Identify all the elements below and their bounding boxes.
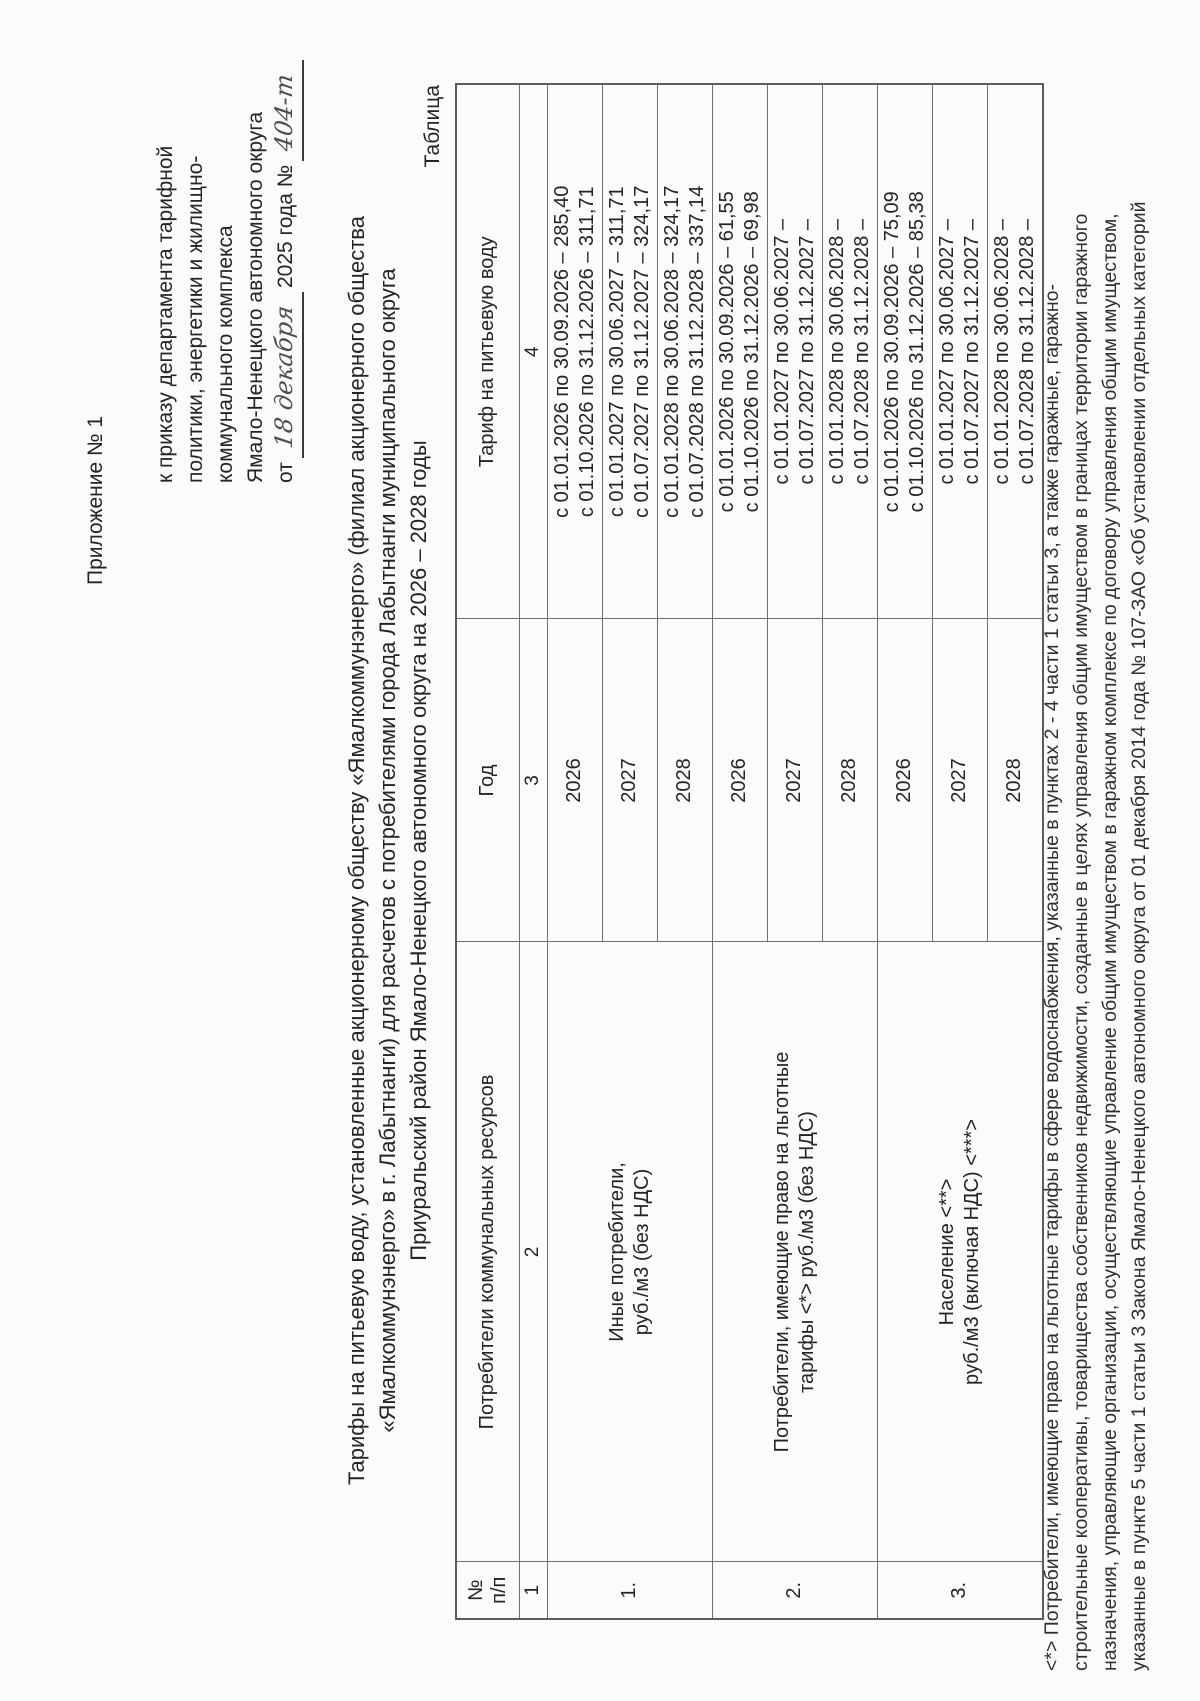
- handwritten-order-number: 404-т: [270, 72, 298, 153]
- consumer-line: руб./м3 (включая НДС) <***>: [960, 1119, 983, 1385]
- consumer-cell: [712, 942, 877, 1562]
- table-row: [877, 84, 932, 1619]
- year-cell: 2026: [712, 619, 767, 942]
- tariff-cell: [712, 84, 767, 619]
- table-row: [712, 84, 767, 1619]
- footnote-line: <*> Потребители, имеющие право на льготные тарифы в сфере водоснабжения, указанные в пунктах 2 - 4 части 1 статьи 3, а также гаражные, гаражно-: [1041, 284, 1063, 1671]
- table-row: [547, 84, 602, 1619]
- row-number-cell: 1.: [547, 1562, 712, 1619]
- tariff-period: с 01.10.2026 по 31.12.2026 – 311,71: [575, 186, 598, 518]
- header-num-line: №: [464, 1579, 487, 1601]
- col-number: 1: [519, 1562, 547, 1619]
- date-suffix: 2025 года №: [274, 164, 297, 289]
- consumer-line: руб./м3 (без НДС): [630, 1168, 653, 1336]
- column-numbering-row: [519, 84, 547, 1619]
- year-cell: 2027: [932, 619, 987, 942]
- tariff-cell: [877, 84, 932, 619]
- order-line: коммунального комплекса: [214, 225, 237, 483]
- appendix-label: Приложение № 1: [84, 415, 107, 585]
- header-num: [456, 1562, 519, 1619]
- footnote-line: назначения, управляющие организации, осуществляющие управление общим имуществом в гаражном комплексе по договору управления общим имуществом,: [1099, 213, 1121, 1671]
- tariff-cell: [602, 84, 657, 619]
- tariff-period: с 01.10.2026 по 31.12.2026 – 69,98: [740, 191, 763, 513]
- year-cell: 2026: [877, 619, 932, 942]
- tariff-cell: [987, 84, 1043, 619]
- table-label: Таблица: [421, 85, 444, 168]
- footnote-line: строительные кооперативы, товарищества собственников недвижимости, созданные в целях управления общим имуществом в границах территории гаражного: [1070, 213, 1092, 1671]
- order-line: Ямало-Ненецкого автономного округа: [244, 111, 267, 483]
- title-line: Тарифы на питьевую воду, установленные акционерному обществу «Ямалкоммунэнерго» (филиал акционерного общества: [344, 216, 369, 1485]
- tariff-period: с 01.01.2027 по 30.06.2027 – 311,71: [605, 186, 628, 518]
- tariff-cell: [657, 84, 712, 619]
- year-cell: 2028: [657, 619, 712, 942]
- footnote-line: указанные в пункте 5 части 1 статьи 3 Закона Ямало-Ненецкого автономного округа от 01 декабря 2014 года № 107-ЗАО «Об установлении отдельных категорий: [1128, 201, 1150, 1671]
- year-cell: 2027: [767, 619, 822, 942]
- tariff-period: с 01.01.2026 по 30.09.2026 – 75,09: [880, 191, 903, 513]
- tariff-period: с 01.01.2026 по 30.09.2026 – 285,40: [550, 185, 573, 518]
- date-prefix: от: [274, 462, 297, 483]
- col-number: 2: [519, 942, 547, 1562]
- consumer-line: Население <**>: [935, 1178, 958, 1326]
- document-title: [341, 0, 434, 1701]
- consumer-line: Иные потребители,: [605, 1162, 628, 1342]
- year-cell: 2028: [822, 619, 877, 942]
- title-line: «Ямалкоммунэнерго» в г. Лабытнанги) для расчетов с потребителями города Лабытнанги муниципального округа: [375, 268, 400, 1433]
- consumer-cell: [547, 942, 712, 1562]
- tariff-cell: [822, 84, 877, 619]
- table-header-row: [456, 84, 519, 1619]
- tariff-period: с 01.07.2027 по 31.12.2027 – 324,17: [630, 185, 653, 518]
- tariff-period: с 01.10.2026 по 31.12.2026 – 85,38: [905, 191, 928, 513]
- consumer-cell: [877, 942, 1043, 1562]
- order-date-line: [271, 56, 304, 483]
- tariff-period: с 01.01.2028 по 30.06.2028 –: [990, 219, 1013, 485]
- tariff-cell: [767, 84, 822, 619]
- tariff-period: с 01.07.2027 по 31.12.2027 –: [960, 219, 983, 485]
- row-number-cell: 2.: [712, 1562, 877, 1619]
- footnote: [1038, 11, 1154, 1671]
- tariff-period: с 01.07.2028 по 31.12.2028 –: [1015, 219, 1038, 485]
- title-line: Приуральский район Ямало-Ненецкого автономного округа на 2026 – 2028 годы: [406, 440, 431, 1261]
- order-line: политики, энергетики и жилищно-: [184, 155, 207, 483]
- year-cell: 2027: [602, 619, 657, 942]
- year-cell: 2026: [547, 619, 602, 942]
- tariff-period: с 01.01.2028 по 30.06.2028 – 324,17: [660, 185, 683, 518]
- order-reference-block: [151, 56, 304, 483]
- tariff-period: с 01.01.2027 по 30.06.2027 –: [770, 219, 793, 485]
- tariff-period: с 01.01.2026 по 30.09.2026 – 61,55: [715, 191, 738, 513]
- header-year: Год: [456, 619, 519, 942]
- tariff-cell: [547, 84, 602, 619]
- handwritten-date: 18 декабря: [270, 304, 298, 451]
- col-number: 3: [519, 619, 547, 942]
- tariff-period: с 01.01.2027 по 30.06.2027 –: [935, 219, 958, 485]
- header-consumers: Потребители коммунальных ресурсов: [456, 942, 519, 1562]
- tariff-period: с 01.07.2028 по 31.12.2028 –: [850, 219, 873, 485]
- header-num-line: п/п: [487, 1576, 510, 1604]
- tariff-table: [455, 83, 1044, 1620]
- year-cell: 2028: [987, 619, 1043, 942]
- col-number: 4: [519, 84, 547, 619]
- row-number-cell: 3.: [877, 1562, 1043, 1619]
- tariff-cell: [932, 84, 987, 619]
- order-line: к приказу департамента тарифной: [154, 145, 177, 483]
- tariff-period: с 01.07.2027 по 31.12.2027 –: [795, 219, 818, 485]
- consumer-line: Потребители, имеющие право на льготные: [770, 1051, 793, 1453]
- tariff-period: с 01.07.2028 по 31.12.2028 – 337,14: [685, 185, 708, 518]
- consumer-line: тарифы <*> руб./м3 (без НДС): [795, 1111, 818, 1393]
- tariff-period: с 01.01.2028 по 30.06.2028 –: [825, 219, 848, 485]
- header-tariff: Тариф на питьевую воду: [456, 84, 519, 619]
